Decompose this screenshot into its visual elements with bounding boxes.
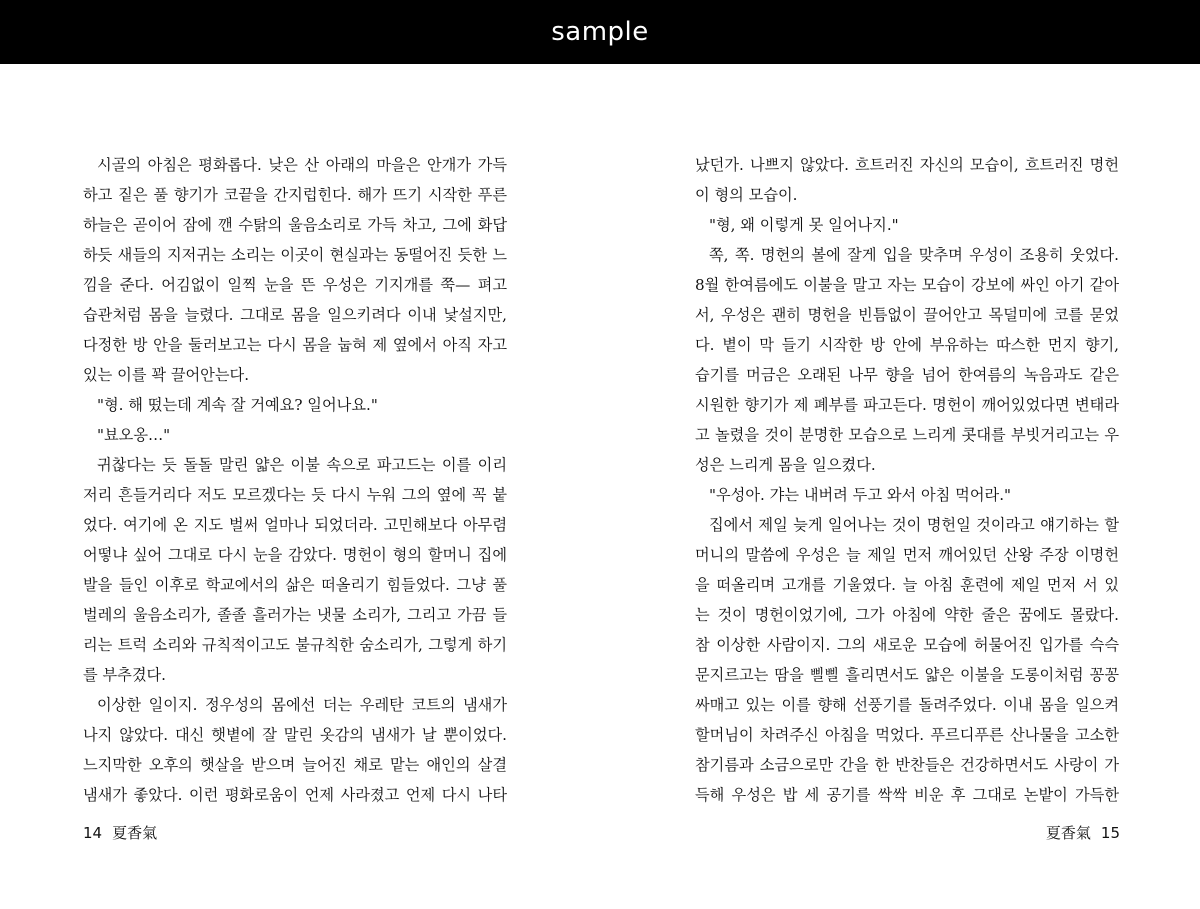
page-number: 14 <box>83 823 103 842</box>
text-line: 쪽, 쪽. 명헌의 볼에 잘게 입을 맞추며 우성이 조용히 웃었다. <box>709 246 1119 264</box>
left-page-footer <box>83 822 157 843</box>
text-line: 느지막한 오후의 햇살을 받으며 늘어진 채로 맡는 애인의 살결 <box>83 756 507 774</box>
text-line: 머니의 말씀에 우성은 늘 제일 먼저 깨어있던 산왕 주장 이명헌 <box>695 546 1119 564</box>
text-line: 다정한 방 안을 둘러보고는 다시 몸을 눕혀 제 옆에서 아직 자고 <box>83 336 507 354</box>
text-line: 저리 흔들거리다 저도 모르겠다는 듯 다시 누워 그의 옆에 꼭 붙 <box>83 486 507 504</box>
text-line: 발을 들인 이후로 학교에서의 삶은 떠올리기 힘들었다. 그냥 풀 <box>83 576 507 594</box>
page-number: 15 <box>1100 823 1120 842</box>
text-line: 고 놀렸을 것이 분명한 모습으로 느리게 콧대를 부빗거리고는 우 <box>695 426 1119 444</box>
header-title: sample <box>551 17 649 47</box>
text-line: 어떻냐 싶어 그대로 다시 눈을 감았다. 명헌이 형의 할머니 집에 <box>83 546 507 564</box>
watermark-header-bar <box>0 0 1200 64</box>
text-line: 참기름과 소금으로만 간을 한 반찬들은 건강하면서도 사랑이 가 <box>695 756 1119 774</box>
text-line: 귀찮다는 듯 돌돌 말린 얇은 이불 속으로 파고드는 이를 이리 <box>97 456 507 474</box>
text-line: 는 것이 명헌이었기에, 그가 아침에 약한 줄은 꿈에도 몰랐다. <box>695 606 1119 624</box>
text-line: 싸매고 있는 이를 향해 선풍기를 돌려주었다. 이내 몸을 일으켜 <box>695 696 1119 714</box>
text-line: 할머님이 차려주신 아침을 먹었다. 푸르디푸른 산나물을 고소한 <box>695 726 1119 744</box>
text-line: 습관처럼 몸을 늘렸다. 그대로 몸을 일으키려다 이내 낯설지만, <box>83 306 507 324</box>
text-line: 하고 짙은 풀 향기가 코끝을 간지럽힌다. 해가 뜨기 시작한 푸른 <box>83 186 507 204</box>
running-title: 夏香氣 <box>112 824 158 842</box>
text-line: 습기를 머금은 오래된 나무 향을 넘어 한여름의 녹음과도 같은 <box>695 366 1119 384</box>
text-line: 하늘은 곧이어 잠에 깬 수탉의 울음소리로 가득 차고, 그에 화답 <box>83 216 507 234</box>
text-line: 이 형의 모습이. <box>695 186 798 204</box>
text-line: 시골의 아침은 평화롭다. 낮은 산 아래의 마을은 안개가 가득 <box>97 156 507 174</box>
running-title: 夏香氣 <box>1045 824 1091 842</box>
text-line: 참 이상한 사람이지. 그의 새로운 모습에 허물어진 입가를 슥슥 <box>695 636 1119 654</box>
text-line: 집에서 제일 늦게 일어나는 것이 명헌일 것이라고 얘기하는 할 <box>709 516 1119 534</box>
text-line: "형, 왜 이렇게 못 일어나지." <box>709 216 899 234</box>
text-line: "뵤오옹…" <box>97 426 171 444</box>
text-line: 벌레의 울음소리가, 졸졸 흘러가는 냇물 소리가, 그리고 가끔 들 <box>83 606 507 624</box>
right-page-body <box>695 150 1119 810</box>
text-line: 나지 않았다. 대신 햇볕에 잘 말린 옷감의 냄새가 날 뿐이었다. <box>83 726 507 744</box>
text-line: 문지르고는 땀을 삘삘 흘리면서도 얇은 이불을 도롱이처럼 꽁꽁 <box>695 666 1119 684</box>
text-line: 를 부추겼다. <box>83 666 167 684</box>
text-line: 냄새가 좋았다. 이런 평화로움이 언제 사라졌고 언제 다시 나타 <box>83 786 507 804</box>
text-line: 었다. 여기에 온 지도 벌써 얼마나 되었더라. 고민해보다 아무렴 <box>83 516 507 534</box>
text-line: 을 떠올리며 고개를 기울였다. 늘 아침 훈련에 제일 먼저 서 있 <box>695 576 1119 594</box>
text-line: 리는 트럭 소리와 규칙적이고도 불규칙한 숨소리가, 그렇게 하기 <box>83 636 507 654</box>
text-line: 8월 한여름에도 이불을 말고 자는 모습이 강보에 싸인 아기 같아 <box>695 276 1119 294</box>
text-line: 성은 느리게 몸을 일으켰다. <box>695 456 876 474</box>
left-page-body <box>83 150 507 810</box>
text-line: 있는 이를 꽉 끌어안는다. <box>83 366 250 384</box>
text-line: 시원한 향기가 제 폐부를 파고든다. 명헌이 깨어있었다면 변태라 <box>695 396 1119 414</box>
text-line: 났던가. 나쁘지 않았다. 흐트러진 자신의 모습이, 흐트러진 명헌 <box>695 156 1119 174</box>
text-line: 다. 볕이 막 들기 시작한 방 안에 부유하는 따스한 먼지 향기, <box>695 336 1119 354</box>
right-page-footer <box>1046 822 1120 843</box>
text-line: "우성아. 갸는 내버려 두고 와서 아침 먹어라." <box>709 486 1012 504</box>
text-line: 낌을 준다. 어김없이 일찍 눈을 뜬 우성은 기지개를 쭉— 펴고 <box>83 276 507 294</box>
text-line: 이상한 일이지. 정우성의 몸에선 더는 우레탄 코트의 냄새가 <box>97 696 507 714</box>
text-line: "형. 해 떴는데 계속 잘 거예요? 일어나요." <box>97 396 378 414</box>
text-line: 하듯 새들의 지저귀는 소리는 이곳이 현실과는 동떨어진 듯한 느 <box>83 246 507 264</box>
text-line: 득해 우성은 밥 세 공기를 싹싹 비운 후 그대로 논밭이 가득한 <box>695 786 1119 804</box>
text-line: 서, 우성은 괜히 명헌을 빈틈없이 끌어안고 목덜미에 코를 묻었 <box>695 306 1119 324</box>
